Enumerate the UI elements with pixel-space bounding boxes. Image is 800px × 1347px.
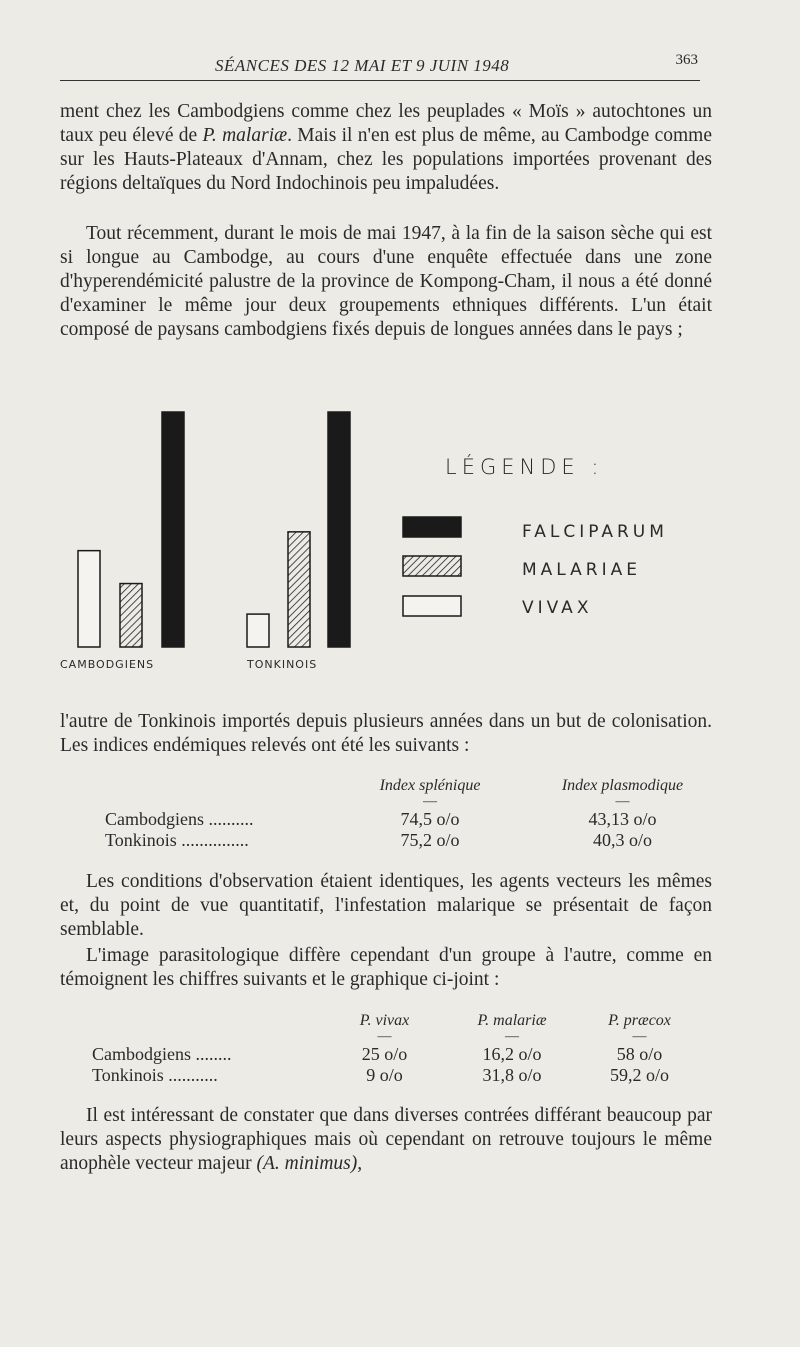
paragraph-4: Les conditions d'observation étaient identiques, les agents vecteurs les mêmes et, du point de vue quantitatif, l'infestation malarique se présentait de façon semblable. [60,871,712,940]
t1-header-splenic: Index splénique [379,777,481,794]
species-name: (A. minimus), [256,1153,363,1174]
table-row [92,1044,702,1065]
t2-cell: 58 o/o [616,1044,663,1064]
bar-tonkinois-vivax [247,614,269,647]
t1-cell: 43,13 o/o [588,809,657,829]
t2-dash: — [505,1029,519,1044]
paragraph-2: Tout récemment, durant le mois de mai 1947, à la fin de la saison sèche qui est si longue au Cambodge, au cours d'une enquête effectuée dans une zone d'hyperendémicité palustre de la province de Kompong-Cham, il nous a été donné d'examiner le même jour deux groupements ethniques différents. L'un était composé de paysans cambodgiens fixés depuis de longues années dans le pays ; [60,223,712,340]
parasite-species-table [92,1012,702,1086]
t1-dash: — [615,794,630,809]
running-title: SÉANCES DES 12 MAI ET 9 JUIN 1948 [215,56,510,75]
t2-cell: 25 o/o [361,1044,408,1064]
t2-cell: 16,2 o/o [482,1044,542,1064]
bar-cambodgiens-falciparum [162,412,184,647]
bar-tonkinois-falciparum [328,412,350,647]
paragraph-6-text-a: Il est intéressant de constater que dans diverses contrées différant beaucoup par leurs aspects physiographiques mais où cependant on retrouve toujours le même anophèle vecteur majeur [60,1105,712,1174]
category-label-cambodgiens: CAMBODGIENS [60,658,155,671]
paragraph-1-text-a: ment chez les Cambodgiens comme chez les peuplades « Moïs » autochtones un taux peu élevé de [60,101,712,146]
t1-cell: 40,3 o/o [592,830,652,850]
t1-header-empty [105,777,335,795]
paragraph-1 [60,100,712,196]
endemic-index-table [105,777,720,851]
paragraph-1-text-b: . Mais il n'en est plus de même, au Cambodge comme sur les Hauts-Plateaux d'Annam, chez les populations importées provenant des régions deltaïques du Nord Indochinois peu impaludées. [60,125,712,194]
running-head [60,50,700,81]
t2-row-label: Tonkinois ........... [92,1065,218,1085]
t2-dash: — [377,1029,392,1044]
t2-cell: 59,2 o/o [609,1065,669,1085]
legend-title: LÉGENDE : [445,455,604,479]
table-row [105,809,720,830]
t1-cell: 74,5 o/o [400,809,460,829]
t2-cell: 31,8 o/o [482,1065,542,1085]
t1-row-label: Cambodgiens .......... [105,809,254,829]
t1-cell: 75,2 o/o [400,830,460,850]
bar-cambodgiens-malariae [120,584,142,647]
t1-row-label: Tonkinois ............... [105,830,249,850]
t2-row-label: Cambodgiens ........ [92,1044,232,1064]
legend-label-vivax: VIVAX [522,598,593,618]
bar-tonkinois-malariae [288,532,310,647]
t2-header-vivax: P. vivax [359,1012,410,1029]
category-label-tonkinois: TONKINOIS [247,658,318,671]
legend-swatch-falciparum [403,517,461,537]
t2-dash: — [632,1029,647,1044]
legend-label-malariae: MALARIAE [522,560,641,580]
t2-header-empty [92,1012,322,1030]
legend-swatch-malariae [403,556,461,576]
page-number: 363 [675,52,698,68]
t1-header-plasmodic: Index plasmodique [561,777,684,794]
legend-label-falciparum: FALCIPARUM [522,522,668,542]
t2-cell: 9 o/o [366,1065,403,1085]
bar-cambodgiens-vivax [78,551,100,647]
table-row [105,830,720,851]
paragraph-3: l'autre de Tonkinois importés depuis plusieurs années dans un but de colonisation. Les indices endémiques relevés ont été les suivants : [60,711,712,756]
t1-dash: — [423,794,437,809]
t2-header-praecox: P. præcox [608,1012,671,1029]
paragraph-5: L'image parasitologique diffère cependant d'un groupe à l'autre, comme en témoignent les chiffres suivants et le graphique ci-joint : [60,945,712,990]
t2-header-malariae: P. malariæ [477,1012,547,1029]
legend-swatch-vivax [403,596,461,616]
table-row [92,1065,702,1086]
paragraph-6 [60,1104,712,1176]
species-name: P. malariæ [202,125,288,146]
bar-chart-figure [60,400,710,680]
